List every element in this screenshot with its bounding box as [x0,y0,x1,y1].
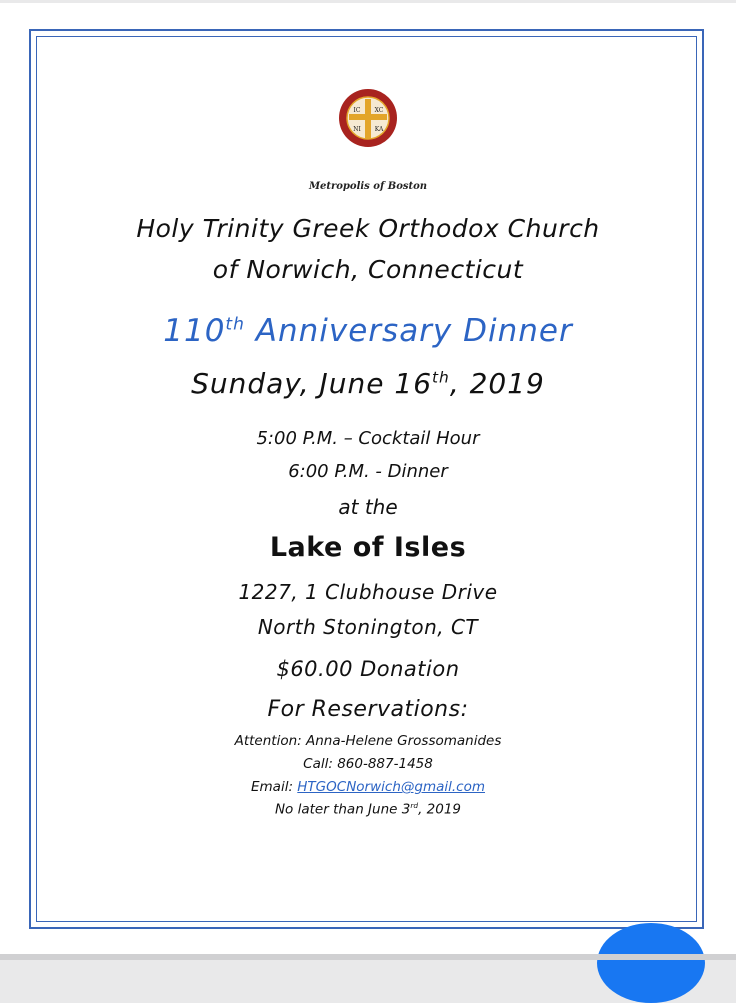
venue-address-line2: North Stonington, CT [257,615,479,639]
venue-name: Lake of Isles [269,532,467,563]
svg-text:IC: IC [353,107,361,114]
svg-text:KA: KA [374,126,384,133]
email-label: Email: [250,779,298,795]
bottom-scroll-bar [0,954,736,960]
anniversary-title: 110th Anniversary Dinner [163,313,573,349]
svg-text:NI: NI [353,126,361,133]
reservations-attention: Attention: Anna-Helene Grossomanides [234,733,502,749]
seal-caption: Metropolis of Boston [308,181,428,192]
cocktail-time: 5:00 P.M. – Cocktail Hour [256,428,480,449]
reservations-email-line [0,779,736,795]
venue-address-line1: 1227, 1 Clubhouse Drive [238,580,498,604]
at-the-text: at the [338,495,398,519]
dinner-time: 6:00 P.M. - Dinner [288,461,448,482]
floating-action-button[interactable] [597,923,705,1003]
church-name-line2: of Norwich, Connecticut [212,255,524,284]
reservations-phone: Call: 860-887-1458 [303,756,433,772]
event-date: Sunday, June 16th, 2019 [191,367,545,400]
metropolis-seal-icon [337,88,399,180]
svg-text:XC: XC [374,107,384,114]
email-link[interactable]: HTGOCNorwich@gmail.com [297,779,485,795]
reservations-heading: For Reservations: [267,697,469,722]
reservation-deadline: No later than June 3rd, 2019 [274,801,462,818]
church-name-line1: Holy Trinity Greek Orthodox Church [136,214,600,243]
donation-amount: $60.00 Donation [276,657,460,681]
